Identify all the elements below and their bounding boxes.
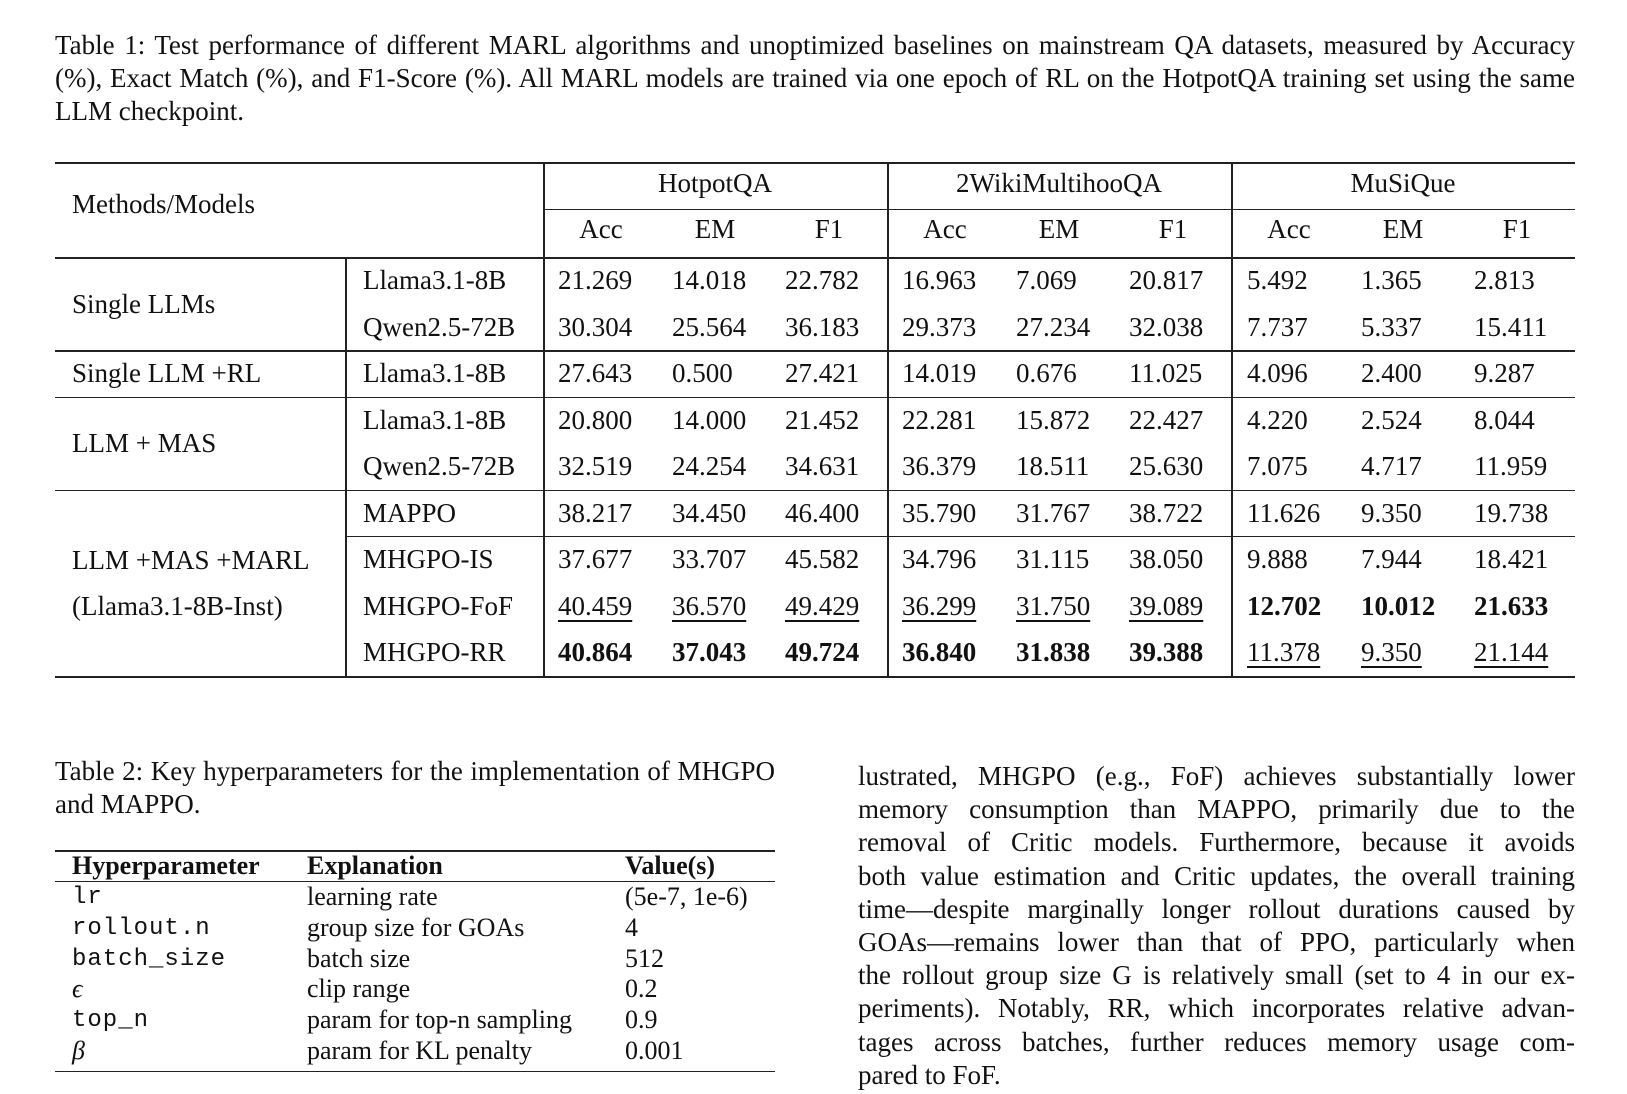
metric-header: Acc — [579, 214, 623, 244]
hyperparameter-name: lr — [72, 884, 103, 911]
methods-header: Methods/Models — [72, 189, 256, 219]
result-value: 14.000 — [672, 404, 747, 435]
result-value: 31.838 — [1016, 637, 1091, 667]
group-rule — [55, 350, 1575, 352]
hyperparameter-explanation: group size for GOAs — [307, 912, 525, 942]
table2-bottom-rule — [55, 1071, 775, 1073]
result-value: 9.888 — [1247, 544, 1308, 574]
paragraph-line: pared to FoF. — [858, 1059, 1001, 1090]
result-value: 0.500 — [672, 358, 733, 388]
result-value: 37.043 — [672, 637, 747, 667]
result-value: 8.044 — [1474, 404, 1535, 435]
result-value: 5.337 — [1361, 311, 1422, 342]
result-value: 49.724 — [785, 637, 860, 667]
table2-caption: Table 2: Key hyperparameters for the implementation of MHGPO and MAPPO. — [55, 756, 775, 819]
result-value: 16.963 — [902, 265, 977, 295]
hyperparameter-table — [55, 850, 775, 1070]
result-value: 18.421 — [1474, 544, 1549, 574]
group-rule — [55, 397, 1575, 399]
paragraph-line: both value estimation and Critic updates, the overall training — [858, 860, 1575, 891]
result-value: 5.492 — [1247, 265, 1308, 295]
result-value: 12.702 — [1247, 590, 1322, 621]
group-rule — [55, 490, 1575, 492]
result-value: 25.630 — [1129, 451, 1204, 481]
result-value: 25.564 — [672, 311, 747, 342]
hyperparameter-value: 4 — [625, 912, 638, 942]
column-rule — [1231, 162, 1233, 676]
hyperparameter-value: 0.2 — [625, 974, 658, 1004]
result-value: 22.427 — [1129, 404, 1204, 435]
result-value: 21.144 — [1474, 637, 1549, 667]
metric-header: EM — [1038, 214, 1080, 244]
paragraph-line: lustrated, MHGPO (e.g., FoF) achieves substantially lower — [858, 761, 1575, 791]
metric-header: F1 — [1502, 214, 1532, 244]
model-name: MHGPO-IS — [363, 544, 494, 574]
paragraph-line: the rollout group size G is relatively small (set to 4 in our ex- — [858, 960, 1575, 991]
table2-header: Explanation — [307, 851, 443, 880]
result-value: 7.944 — [1361, 544, 1422, 574]
hyperparameter-value: 0.9 — [625, 1005, 658, 1035]
result-value: 36.183 — [785, 311, 860, 342]
result-value: 18.511 — [1016, 451, 1090, 481]
result-value: 1.365 — [1361, 265, 1422, 295]
model-name: MHGPO-RR — [363, 637, 506, 667]
result-value: 2.524 — [1361, 404, 1422, 435]
result-value: 9.287 — [1474, 358, 1535, 388]
result-value: 39.388 — [1129, 637, 1204, 667]
metric-header: EM — [1382, 214, 1424, 244]
group-label: (Llama3.1-8B-Inst) — [72, 590, 283, 621]
result-value: 4.717 — [1361, 451, 1422, 481]
metric-header: Acc — [923, 214, 967, 244]
result-value: 20.800 — [558, 404, 633, 435]
hyperparameter-name: ϵ — [72, 974, 83, 1004]
result-value: 36.840 — [902, 637, 977, 667]
metric-header: F1 — [1158, 214, 1188, 244]
result-value: 36.299 — [902, 590, 977, 621]
dataset-header: MuSiQue — [1350, 168, 1456, 198]
result-value: 19.738 — [1474, 497, 1549, 528]
result-value: 10.012 — [1361, 590, 1436, 621]
result-value: 20.817 — [1129, 265, 1204, 295]
result-value: 22.281 — [902, 404, 977, 435]
result-value: 38.722 — [1129, 497, 1204, 528]
model-name: MHGPO-FoF — [363, 590, 514, 621]
result-value: 4.096 — [1247, 358, 1308, 388]
result-value: 32.519 — [558, 451, 633, 481]
body-paragraph — [858, 760, 1575, 1092]
result-value: 40.864 — [558, 637, 633, 667]
result-value: 35.790 — [902, 497, 977, 528]
result-value: 2.400 — [1361, 358, 1422, 388]
result-value: 22.782 — [785, 265, 860, 295]
dataset-header: HotpotQA — [658, 168, 772, 198]
table-bottom-rule — [55, 676, 1575, 678]
table2-header: Hyperparameter — [72, 851, 260, 880]
paragraph-line: tages across batches, further reduces memory usage com- — [858, 1026, 1575, 1057]
hyperparameter-value: 0.001 — [625, 1036, 684, 1065]
result-value: 45.582 — [785, 544, 860, 574]
result-value: 36.570 — [672, 590, 747, 621]
group-label: Single LLM +RL — [72, 358, 262, 389]
result-value: 31.115 — [1016, 544, 1090, 574]
result-value: 27.643 — [558, 358, 633, 388]
result-value: 21.452 — [785, 404, 860, 435]
dataset-header-rule — [543, 209, 1575, 210]
paragraph-line: periments). Notably, RR, which incorporates relative advan- — [858, 993, 1575, 1024]
result-value: 38.050 — [1129, 544, 1204, 574]
model-name: Llama3.1-8B — [363, 265, 507, 295]
result-value: 11.025 — [1129, 358, 1203, 388]
hyperparameter-value: (5e-7, 1e-6) — [625, 882, 748, 911]
result-value: 31.750 — [1016, 590, 1091, 621]
result-value: 24.254 — [672, 451, 747, 481]
result-value: 34.450 — [672, 497, 747, 528]
table2-header: Value(s) — [625, 851, 716, 880]
hyperparameter-name: batch_size — [72, 945, 227, 973]
result-value: 34.631 — [785, 451, 860, 481]
hyperparameter-name: top_n — [72, 1007, 150, 1035]
header-rule — [55, 257, 1575, 259]
result-value: 29.373 — [902, 311, 977, 342]
result-value: 34.796 — [902, 544, 977, 574]
dataset-header: 2WikiMultihooQA — [956, 168, 1162, 198]
table1-caption: Table 1: Test performance of different MARL algorithms and unoptimized baselines on mainstream QA datasets, measured by Accuracy (%), Exact Match (%), and F1-Score (%). All MARL models are trained via one epoch of RL on the HotpotQA training set using the same LLM checkpoint. — [55, 30, 1575, 126]
result-value: 27.234 — [1016, 311, 1091, 342]
hyperparameter-explanation: param for KL penalty — [307, 1036, 532, 1065]
result-value: 30.304 — [558, 311, 633, 342]
result-value: 14.019 — [902, 358, 977, 388]
row-rule — [345, 536, 1575, 537]
result-value: 31.767 — [1016, 497, 1091, 528]
hyperparameter-value: 512 — [625, 943, 664, 973]
hyperparameter-explanation: learning rate — [307, 882, 438, 911]
metric-header: EM — [694, 214, 736, 244]
result-value: 27.421 — [785, 358, 860, 388]
result-value: 7.737 — [1247, 311, 1308, 342]
paragraph-line: time—despite marginally longer rollout durations caused by — [858, 893, 1575, 924]
result-value: 39.089 — [1129, 590, 1204, 621]
column-rule — [345, 257, 347, 676]
group-label: Single LLMs — [72, 288, 216, 319]
results-table — [55, 162, 1575, 694]
group-label: LLM + MAS — [72, 428, 217, 458]
result-value: 9.350 — [1361, 497, 1422, 528]
metric-header: F1 — [814, 214, 844, 244]
column-rule — [543, 162, 545, 676]
metric-header: Acc — [1267, 214, 1311, 244]
hyperparameter-explanation: batch size — [307, 943, 411, 973]
result-value: 14.018 — [672, 265, 747, 295]
group-label: LLM +MAS +MARL — [72, 544, 310, 575]
hyperparameter-name: β — [72, 1036, 85, 1065]
result-value: 36.379 — [902, 451, 977, 481]
result-value: 40.459 — [558, 590, 633, 621]
result-value: 21.633 — [1474, 590, 1549, 621]
model-name: Llama3.1-8B — [363, 358, 507, 388]
model-name: Qwen2.5-72B — [363, 311, 516, 342]
hyperparameter-name: rollout.n — [72, 914, 211, 942]
result-value: 9.350 — [1361, 637, 1422, 667]
paragraph-line: removal of Critic models. Furthermore, because it avoids — [858, 827, 1575, 858]
column-rule — [887, 162, 889, 676]
result-value: 37.677 — [558, 544, 633, 574]
hyperparameter-explanation: param for top-n sampling — [307, 1005, 572, 1035]
result-value: 46.400 — [785, 497, 860, 528]
result-value: 15.872 — [1016, 404, 1091, 435]
result-value: 32.038 — [1129, 311, 1204, 342]
result-value: 2.813 — [1474, 265, 1535, 295]
model-name: Qwen2.5-72B — [363, 451, 516, 481]
result-value: 15.411 — [1474, 311, 1548, 342]
result-value: 7.069 — [1016, 265, 1077, 295]
model-name: MAPPO — [363, 497, 457, 528]
paragraph-line: memory consumption than MAPPO, primarily due to the — [858, 794, 1575, 825]
table-top-rule — [55, 162, 1575, 164]
result-value: 11.959 — [1474, 451, 1548, 481]
result-value: 33.707 — [672, 544, 747, 574]
result-value: 38.217 — [558, 497, 633, 528]
result-value: 7.075 — [1247, 451, 1308, 481]
hyperparameter-explanation: clip range — [307, 974, 411, 1004]
result-value: 4.220 — [1247, 404, 1308, 435]
result-value: 49.429 — [785, 590, 860, 621]
result-value: 11.378 — [1247, 637, 1321, 667]
paragraph-line: GOAs—remains lower than that of PPO, particularly when — [858, 927, 1575, 958]
result-value: 0.676 — [1016, 358, 1077, 388]
model-name: Llama3.1-8B — [363, 404, 507, 435]
result-value: 11.626 — [1247, 497, 1321, 528]
result-value: 21.269 — [558, 265, 633, 295]
